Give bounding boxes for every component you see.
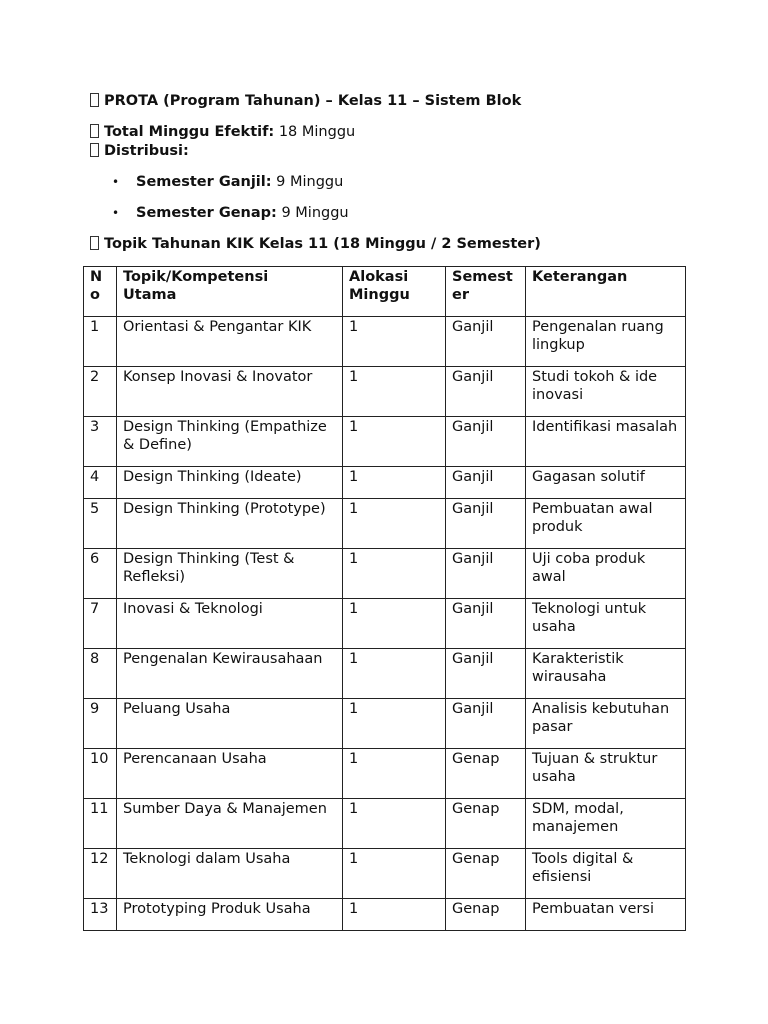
cell-keterangan: Teknologi untuk usaha bbox=[526, 599, 686, 649]
column-header-semester bbox=[446, 267, 526, 317]
cell-topik: Design Thinking (Empathize & Define) bbox=[117, 417, 343, 467]
cell-topik: Design Thinking (Test & Refleksi) bbox=[117, 549, 343, 599]
cell-alokasi: 1 bbox=[343, 499, 446, 549]
total-value: 18 Minggu bbox=[278, 124, 356, 140]
column-header-semester-display: Semest er bbox=[452, 269, 513, 303]
table-body bbox=[84, 317, 686, 931]
title-line bbox=[90, 92, 521, 110]
missing-glyph-icon bbox=[90, 236, 99, 250]
table-row bbox=[84, 367, 686, 417]
cell-alokasi: 1 bbox=[343, 549, 446, 599]
cell-keterangan: Analisis kebutuhan pasar bbox=[526, 699, 686, 749]
cell-topik: Teknologi dalam Usaha bbox=[117, 849, 343, 899]
cell-no: 7 bbox=[84, 599, 117, 649]
cell-no: 11 bbox=[84, 799, 117, 849]
total-label: Total Minggu Efektif: bbox=[104, 124, 275, 140]
cell-alokasi: 1 bbox=[343, 849, 446, 899]
cell-semester: Ganjil bbox=[446, 699, 526, 749]
cell-no: 5 bbox=[84, 499, 117, 549]
cell-semester: Ganjil bbox=[446, 417, 526, 467]
topik-title: Topik Tahunan KIK Kelas 11 (18 Minggu / 2 Semester) bbox=[104, 236, 541, 252]
cell-semester: Genap bbox=[446, 799, 526, 849]
table-row bbox=[84, 649, 686, 699]
table-row bbox=[84, 317, 686, 367]
cell-alokasi: 1 bbox=[343, 417, 446, 467]
column-header-keterangan-display: Keterangan bbox=[532, 269, 628, 285]
semester-genap-value: 9 Minggu bbox=[281, 205, 349, 221]
cell-keterangan: Pengenalan ruang lingkup bbox=[526, 317, 686, 367]
cell-keterangan: Uji coba produk awal bbox=[526, 549, 686, 599]
missing-glyph-icon bbox=[90, 93, 99, 107]
cell-topik: Inovasi & Teknologi bbox=[117, 599, 343, 649]
cell-semester: Genap bbox=[446, 749, 526, 799]
cell-no: 3 bbox=[84, 417, 117, 467]
cell-alokasi: 1 bbox=[343, 599, 446, 649]
missing-glyph-icon bbox=[90, 143, 99, 157]
cell-keterangan: Tujuan & struktur usaha bbox=[526, 749, 686, 799]
semester-ganjil-value: 9 Minggu bbox=[276, 174, 344, 190]
cell-no: 1 bbox=[84, 317, 117, 367]
cell-keterangan: Tools digital & efisiensi bbox=[526, 849, 686, 899]
table-row bbox=[84, 899, 686, 931]
prota-table bbox=[83, 266, 686, 931]
page-title: PROTA (Program Tahunan) – Kelas 11 – Sistem Blok bbox=[104, 93, 522, 109]
cell-alokasi: 1 bbox=[343, 799, 446, 849]
table-row bbox=[84, 749, 686, 799]
cell-no: 13 bbox=[84, 899, 117, 931]
cell-semester: Ganjil bbox=[446, 549, 526, 599]
cell-semester: Genap bbox=[446, 849, 526, 899]
table-row bbox=[84, 417, 686, 467]
cell-alokasi: 1 bbox=[343, 367, 446, 417]
semester-genap-item bbox=[112, 204, 349, 222]
cell-no: 8 bbox=[84, 649, 117, 699]
cell-topik: Design Thinking (Ideate) bbox=[117, 467, 343, 499]
cell-semester: Ganjil bbox=[446, 317, 526, 367]
table-row bbox=[84, 799, 686, 849]
table-row bbox=[84, 499, 686, 549]
column-header-topik-display: Topik/Kompetensi Utama bbox=[123, 269, 269, 303]
cell-keterangan: SDM, modal, manajemen bbox=[526, 799, 686, 849]
cell-keterangan: Studi tokoh & ide inovasi bbox=[526, 367, 686, 417]
semester-ganjil-label: Semester Ganjil: bbox=[136, 174, 272, 190]
cell-semester: Ganjil bbox=[446, 599, 526, 649]
column-header-keterangan bbox=[526, 267, 686, 317]
cell-keterangan: Pembuatan awal produk bbox=[526, 499, 686, 549]
cell-topik: Pengenalan Kewirausahaan bbox=[117, 649, 343, 699]
semester-ganjil-item bbox=[112, 173, 343, 191]
cell-topik: Peluang Usaha bbox=[117, 699, 343, 749]
distribusi-label: Distribusi: bbox=[104, 143, 189, 159]
column-header-no bbox=[84, 267, 117, 317]
total-line bbox=[90, 123, 355, 141]
column-header-alokasi bbox=[343, 267, 446, 317]
cell-topik: Perencanaan Usaha bbox=[117, 749, 343, 799]
distribusi-line bbox=[90, 142, 189, 160]
column-header-alokasi-display: Alokasi Minggu bbox=[349, 269, 410, 303]
cell-keterangan: Pembuatan versi bbox=[526, 899, 686, 931]
cell-no: 4 bbox=[84, 467, 117, 499]
cell-topik: Design Thinking (Prototype) bbox=[117, 499, 343, 549]
cell-no: 6 bbox=[84, 549, 117, 599]
cell-alokasi: 1 bbox=[343, 749, 446, 799]
cell-alokasi: 1 bbox=[343, 467, 446, 499]
cell-topik: Orientasi & Pengantar KIK bbox=[117, 317, 343, 367]
bullet-icon: • bbox=[112, 175, 120, 189]
missing-glyph-icon bbox=[90, 124, 99, 138]
semester-genap-label: Semester Genap: bbox=[136, 205, 277, 221]
table-header-row bbox=[84, 267, 686, 317]
bullet-icon: • bbox=[112, 206, 120, 220]
cell-topik: Konsep Inovasi & Inovator bbox=[117, 367, 343, 417]
cell-alokasi: 1 bbox=[343, 317, 446, 367]
cell-no: 9 bbox=[84, 699, 117, 749]
cell-keterangan: Gagasan solutif bbox=[526, 467, 686, 499]
cell-alokasi: 1 bbox=[343, 899, 446, 931]
cell-alokasi: 1 bbox=[343, 699, 446, 749]
table-row bbox=[84, 599, 686, 649]
cell-no: 10 bbox=[84, 749, 117, 799]
cell-topik: Prototyping Produk Usaha bbox=[117, 899, 343, 931]
table-row bbox=[84, 549, 686, 599]
cell-alokasi: 1 bbox=[343, 649, 446, 699]
cell-no: 12 bbox=[84, 849, 117, 899]
cell-keterangan: Karakteristik wirausaha bbox=[526, 649, 686, 699]
cell-keterangan: Identifikasi masalah bbox=[526, 417, 686, 467]
topik-title-line bbox=[90, 235, 541, 253]
cell-semester: Ganjil bbox=[446, 367, 526, 417]
column-header-no-display: N o bbox=[90, 269, 103, 303]
cell-semester: Genap bbox=[446, 899, 526, 931]
cell-semester: Ganjil bbox=[446, 649, 526, 699]
table-row bbox=[84, 699, 686, 749]
column-header-topik bbox=[117, 267, 343, 317]
cell-semester: Ganjil bbox=[446, 499, 526, 549]
cell-semester: Ganjil bbox=[446, 467, 526, 499]
table-row bbox=[84, 849, 686, 899]
cell-topik: Sumber Daya & Manajemen bbox=[117, 799, 343, 849]
cell-no: 2 bbox=[84, 367, 117, 417]
table-row bbox=[84, 467, 686, 499]
